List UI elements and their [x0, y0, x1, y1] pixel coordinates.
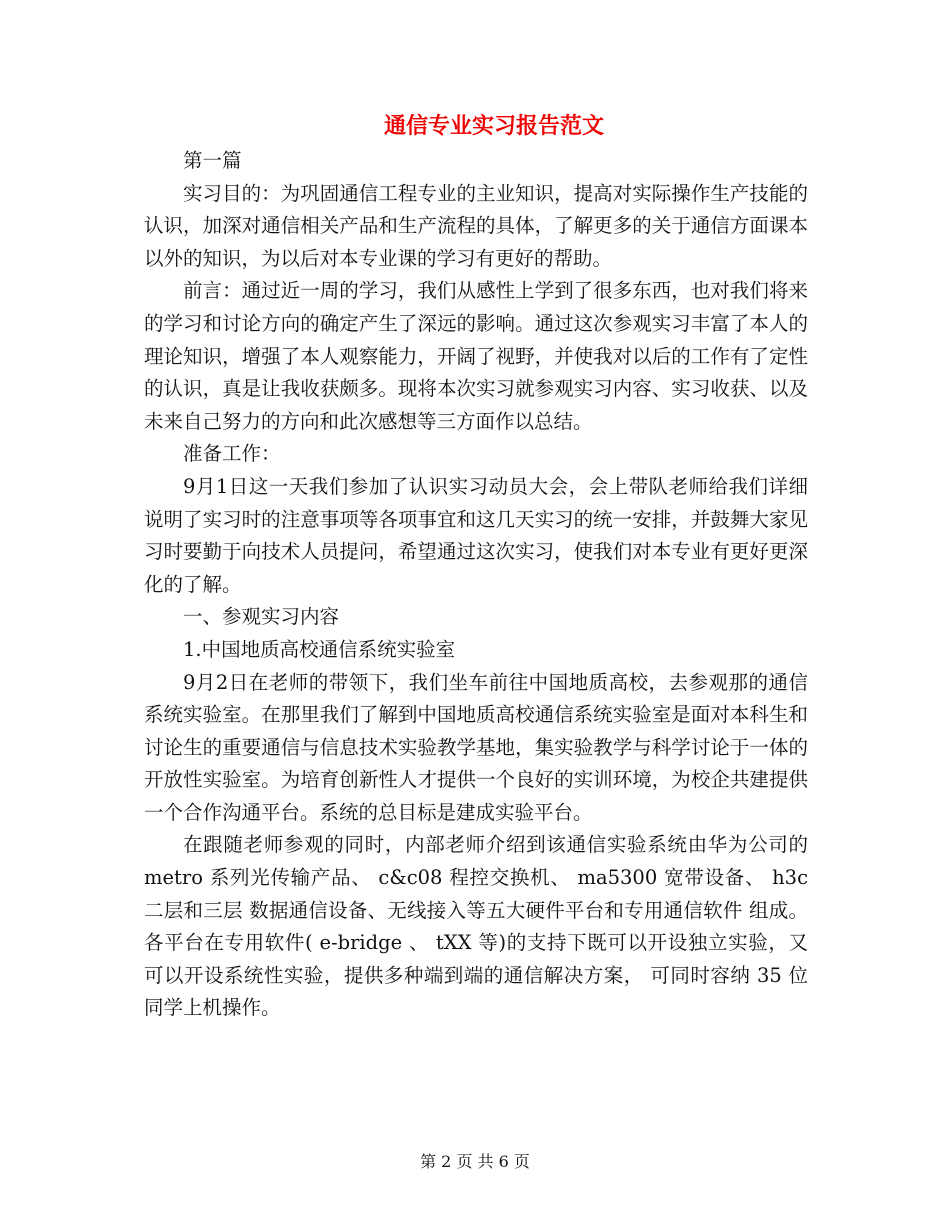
document-title: 通信专业实习报告范文	[383, 113, 604, 139]
paragraph-preparation: 9月1日这一天我们参加了认识实习动员大会，会上带队老师给我们详细说明了实习时的注意事项等各项事宜和这几天实习的统一安排，并鼓舞大家见习时要勤于向技术人员提问，希望通过这次实习，使我们对本专业有更好更深化的了解。	[144, 474, 808, 596]
document-body	[144, 145, 808, 1025]
page-footer	[0, 1150, 950, 1174]
paragraph-visit-heading: 一、参观实习内容	[183, 605, 340, 629]
paragraph-lab-heading: 1.中国地质高校通信系统实验室	[183, 637, 456, 661]
paragraph-preface: 前言：通过近一周的学习，我们从感性上学到了很多东西，也对我们将来的学习和讨论方向的确定产生了深远的影响。通过这次参观实习丰富了本人的理论知识，增强了本人观察能力，开阔了视野，并使我对以后的工作有了定性的认识，真是让我收获颇多。现将本次实习就参观实习内容、实习收获、以及未来自己努力的方向和此次感想等三方面作以总结。	[144, 279, 808, 433]
paragraph-preparation-heading: 准备工作：	[183, 442, 281, 466]
paragraph-section-heading: 第一篇	[183, 149, 242, 172]
page-number-label: 第 2 页 共 6 页	[420, 1152, 530, 1171]
paragraph-lab-visit: 9月2日在老师的带领下，我们坐车前往中国地质高校，去参观那的通信系统实验室。在那里我们了解到中国地质高校通信系统实验室是面对本科生和讨论生的重要通信与信息技术实验教学基地，集实验教学与科学讨论于一体的开放性实验室。为培育创新性人才提供一个良好的实训环境，为校企共建提供一个合作沟通平台。系统的总目标是建成实验平台。	[144, 670, 808, 824]
paragraph-lab-system: 在跟随老师参观的同时，内部老师介绍到该通信实验系统由华为公司的 metro 系列光传输产品、 c&c08 程控交换机、 ma5300 宽带设备、 h3c 二层和三层 数据通信设备、无线接入等五大硬件平台和专用通信软件 组成。 各平台在专用软件( e-bridge 、 tXX 等)的支持下既可以开设独立实验，又可以开设系统性实验，提供多种端到端的通信解决方案， 可同时容纳 35 位同学上机操作。	[144, 833, 808, 1020]
paragraph-purpose: 实习目的：为巩固通信工程专业的主业知识，提高对实际操作生产技能的认识，加深对通信相关产品和生产流程的具体，了解更多的关于通信方面课本以外的知识，为以后对本专业课的学习有更好的帮助。	[144, 181, 808, 270]
